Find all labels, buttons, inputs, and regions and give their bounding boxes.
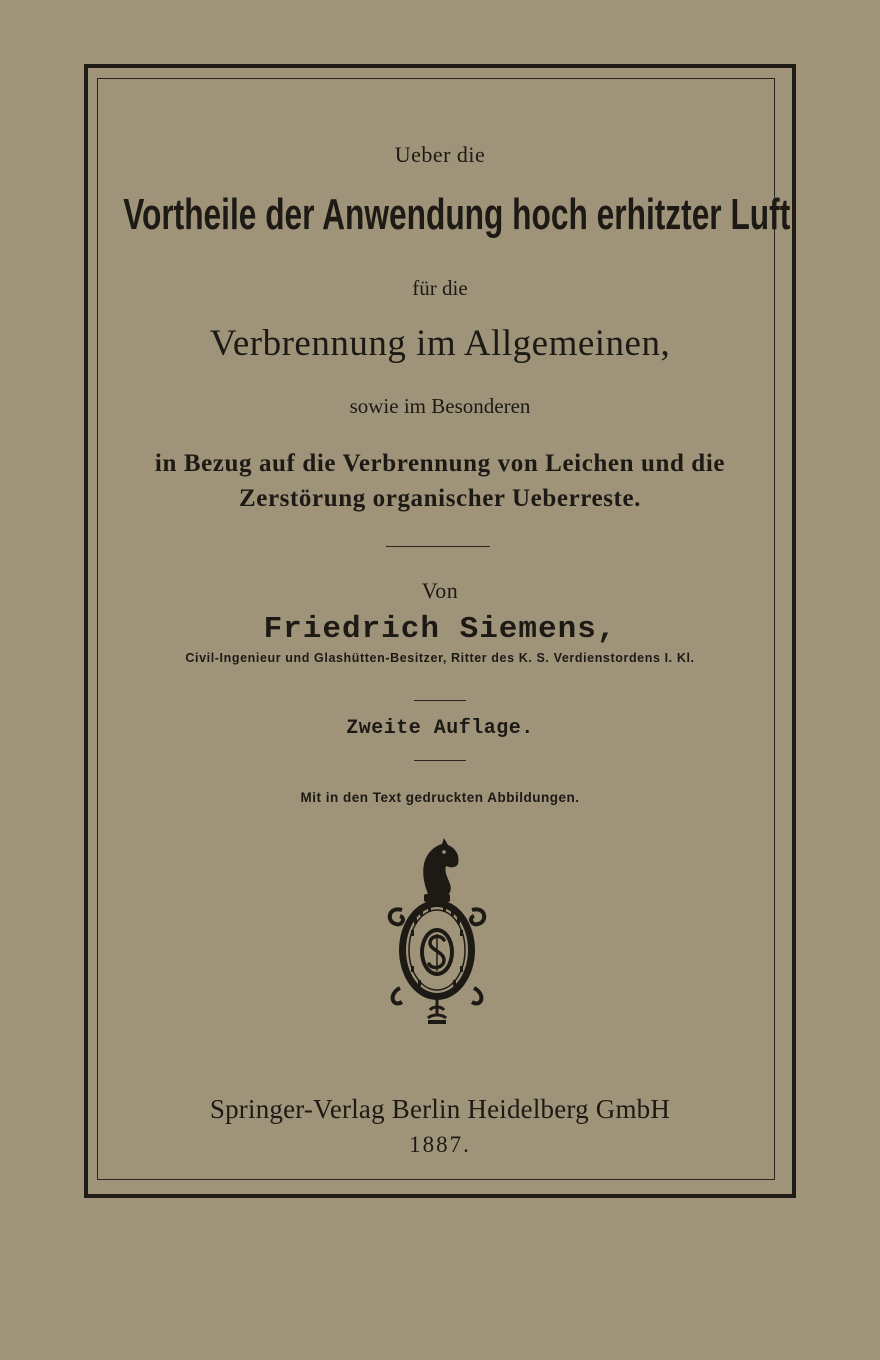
by-label: Von bbox=[421, 578, 459, 603]
main-title: Vortheile der Anwendung hoch erhitzter Luft bbox=[123, 190, 791, 239]
subtitle: Verbrennung im Allgemeinen, bbox=[209, 323, 671, 364]
topic-line-2: Zerstörung organischer Ueberreste. bbox=[238, 485, 642, 512]
divider-rule bbox=[386, 546, 490, 547]
title-intro: Ueber die bbox=[394, 142, 486, 167]
title-connector: für die bbox=[412, 276, 468, 300]
subtitle-connector: sowie im Besonderen bbox=[349, 394, 531, 418]
topic-line-1: in Bezug auf die Verbrennung von Leichen und die bbox=[154, 450, 726, 477]
divider-rule-short bbox=[414, 700, 466, 701]
publication-year: 1887. bbox=[409, 1132, 471, 1157]
springer-knight-horse-icon bbox=[384, 838, 490, 1032]
divider-rule-short bbox=[414, 760, 466, 761]
publisher: Springer-Verlag Berlin Heidelberg GmbH bbox=[209, 1094, 671, 1124]
author-name: Friedrich Siemens, bbox=[263, 612, 617, 647]
author-credentials: Civil-Ingenieur und Glashütten-Besitzer, Ritter des K. S. Verdienstordens I. Kl. bbox=[185, 651, 695, 665]
illustrations-note: Mit in den Text gedruckten Abbildungen. bbox=[300, 790, 580, 805]
edition-label: Zweite Auflage. bbox=[346, 717, 534, 740]
